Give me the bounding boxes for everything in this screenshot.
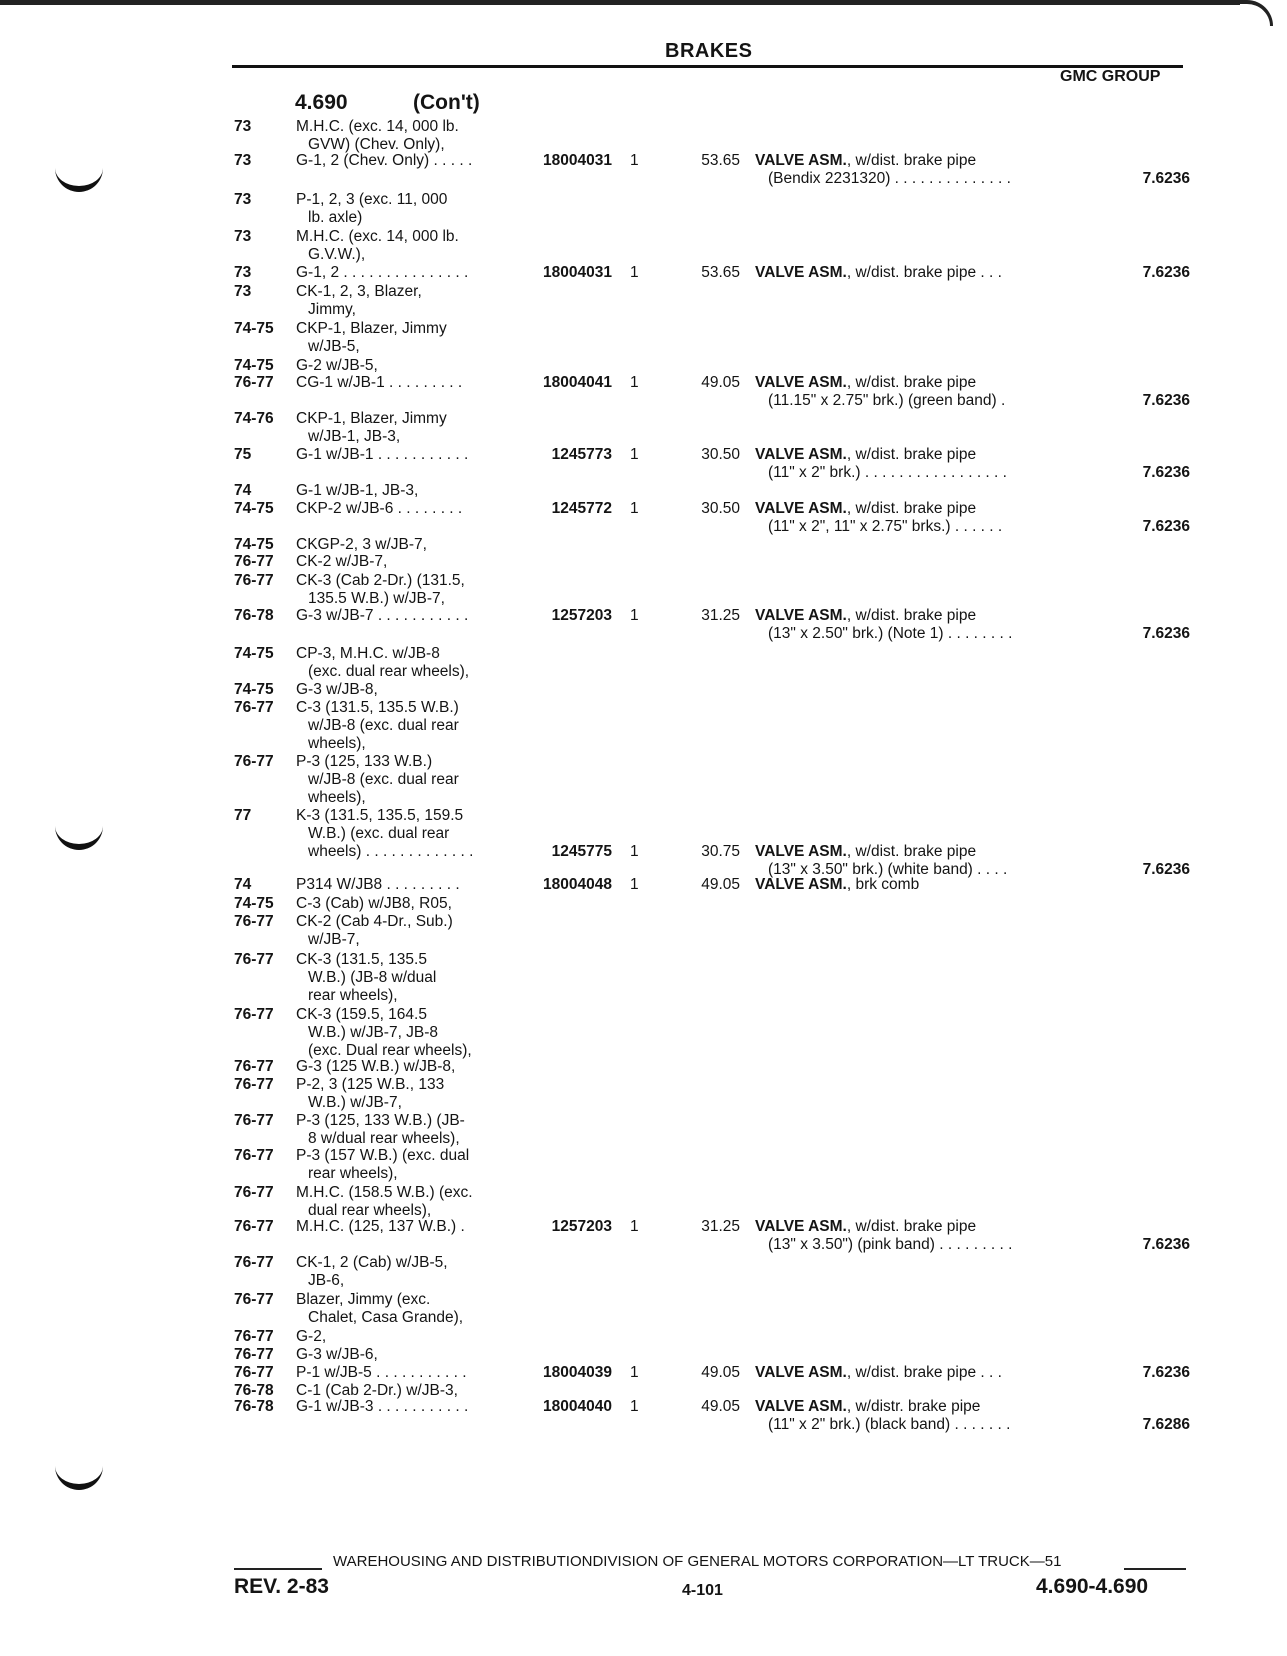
application-description xyxy=(296,913,511,949)
description-line: w/JB-8 (exc. dual rear xyxy=(308,717,459,734)
section-number: 4.690 xyxy=(295,91,348,114)
part-name-detail: , brk comb xyxy=(846,876,920,893)
price: 53.65 xyxy=(701,152,740,169)
application-description xyxy=(296,500,511,518)
part-number: 1245773 xyxy=(551,446,612,463)
application-description xyxy=(296,1112,511,1148)
description-line: W.B.) w/JB-7, xyxy=(308,1094,402,1111)
model-year: 74-75 xyxy=(234,536,274,553)
description-line: CK-2 w/JB-7, xyxy=(296,553,388,570)
description-line: CK-1, 2 (Cab) w/JB-5, xyxy=(296,1254,448,1271)
model-year: 76-77 xyxy=(234,1254,274,1271)
description-line: CK-2 (Cab 4-Dr., Sub.) xyxy=(296,913,453,930)
description-line: G-3 w/JB-7 . . . . . . . . . . . xyxy=(296,607,469,624)
application-description xyxy=(296,699,511,753)
footer-rule-left xyxy=(234,1568,322,1570)
group-number: 7.6236 xyxy=(1142,1364,1190,1381)
description-line: P-2, 3 (125 W.B., 133 xyxy=(296,1076,445,1093)
part-name-bold: VALVE ASM. xyxy=(755,374,847,391)
application-description xyxy=(296,1218,511,1236)
group-number: 7.6236 xyxy=(1142,1236,1190,1253)
application-description xyxy=(296,645,511,681)
model-year: 76-77 xyxy=(234,553,274,570)
price: 53.65 xyxy=(701,264,740,281)
part-name-bold: VALVE ASM. xyxy=(755,1218,847,1235)
description-line: CK-3 (131.5, 135.5 xyxy=(296,951,427,968)
model-year: 73 xyxy=(234,152,252,169)
section-heading xyxy=(295,91,480,115)
part-name-detail: , w/dist. brake pipe xyxy=(846,446,977,463)
description-line: w/JB-7, xyxy=(308,931,360,948)
description-line: M.H.C. (exc. 14, 000 lb. xyxy=(296,118,459,135)
application-description xyxy=(296,1147,511,1183)
description-line: dual rear wheels), xyxy=(308,1202,432,1219)
description-line: G-1, 2 (Chev. Only) . . . . . xyxy=(296,152,473,169)
part-name-detail: , w/dist. brake pipe xyxy=(846,152,977,169)
price: 31.25 xyxy=(701,607,740,624)
application-description xyxy=(296,357,511,375)
model-year: 76-77 xyxy=(234,951,274,968)
model-year: 76-77 xyxy=(234,1006,274,1023)
part-name xyxy=(755,152,976,170)
part-name-bold: VALVE ASM. xyxy=(755,607,847,624)
application-description xyxy=(296,118,511,154)
part-name-detail: , w/distr. brake pipe xyxy=(846,1398,981,1415)
description-line: W.B.) w/JB-7, JB-8 xyxy=(308,1024,439,1041)
description-line: C-1 (Cab 2-Dr.) w/JB-3, xyxy=(296,1382,458,1399)
application-description xyxy=(296,536,511,554)
description-line: w/JB-5, xyxy=(308,338,360,355)
application-description xyxy=(296,1364,511,1382)
description-line: P-3 (125, 133 W.B.) xyxy=(296,753,433,770)
price: 49.05 xyxy=(701,1398,740,1415)
model-year: 76-78 xyxy=(234,1398,274,1415)
application-description xyxy=(296,553,511,571)
model-year: 73 xyxy=(234,228,252,245)
description-line: W.B.) (JB-8 w/dual xyxy=(308,969,437,986)
footer-text: WAREHOUSING AND DISTRIBUTIONDIVISION OF GENERAL MOTORS CORPORATION—LT TRUCK—51 xyxy=(333,1553,1062,1570)
part-number: 1245772 xyxy=(551,500,612,517)
description-line: K-3 (131.5, 135.5, 159.5 xyxy=(296,807,464,824)
part-name xyxy=(755,264,1002,282)
part-name-detail-line: (13" x 3.50") (pink band) . . . . . . . . . xyxy=(768,1236,1013,1253)
description-line: G.V.W.), xyxy=(308,246,366,263)
description-line: C-3 (Cab) w/JB8, R05, xyxy=(296,895,452,912)
part-number: 18004041 xyxy=(543,374,612,391)
model-year: 76-77 xyxy=(234,1147,274,1164)
description-line: G-3 w/JB-8, xyxy=(296,681,378,698)
model-year: 74 xyxy=(234,876,252,893)
price: 49.05 xyxy=(701,876,740,893)
application-description xyxy=(296,1346,511,1364)
model-year: 74-75 xyxy=(234,357,274,374)
part-number: 18004031 xyxy=(543,264,612,281)
description-line: G-2 w/JB-5, xyxy=(296,357,378,374)
model-year: 77 xyxy=(234,807,252,824)
model-year: 74-75 xyxy=(234,681,274,698)
description-line: Chalet, Casa Grande), xyxy=(308,1309,464,1326)
application-description xyxy=(296,410,511,446)
model-year: 76-77 xyxy=(234,1184,274,1201)
model-year: 76-77 xyxy=(234,1058,274,1075)
quantity: 1 xyxy=(630,152,639,169)
description-line: rear wheels), xyxy=(308,987,398,1004)
group-number: 7.6236 xyxy=(1142,625,1190,642)
price: 31.25 xyxy=(701,1218,740,1235)
application-description xyxy=(296,482,511,500)
part-name-detail-line: (11" x 2" brk.) . . . . . . . . . . . . . . . . . xyxy=(768,464,1007,481)
model-year: 76-77 xyxy=(234,1364,274,1381)
application-description xyxy=(296,1076,511,1112)
description-line: G-1, 2 . . . . . . . . . . . . . . . xyxy=(296,264,469,281)
revision-label: REV. 2-83 xyxy=(234,1575,329,1598)
application-description xyxy=(296,1398,511,1416)
description-line: JB-6, xyxy=(308,1272,345,1289)
part-name-detail-line: (11" x 2", 11" x 2.75" brks.) . . . . . . xyxy=(768,518,1003,535)
model-year: 76-77 xyxy=(234,699,274,716)
quantity: 1 xyxy=(630,607,639,624)
part-name-bold: VALVE ASM. xyxy=(755,876,847,893)
description-line: CKP-1, Blazer, Jimmy xyxy=(296,410,447,427)
quantity: 1 xyxy=(630,500,639,517)
quantity: 1 xyxy=(630,446,639,463)
group-number: 7.6236 xyxy=(1142,170,1190,187)
description-line: wheels) . . . . . . . . . . . . . xyxy=(308,843,474,860)
part-name-bold: VALVE ASM. xyxy=(755,843,847,860)
description-line: CG-1 w/JB-1 . . . . . . . . . xyxy=(296,374,463,391)
application-description xyxy=(296,374,511,392)
model-year: 74-75 xyxy=(234,320,274,337)
application-description xyxy=(296,572,511,608)
model-year: 73 xyxy=(234,191,252,208)
model-year: 74 xyxy=(234,482,252,499)
part-name-detail-line: (Bendix 2231320) . . . . . . . . . . . . . . xyxy=(768,170,1011,187)
model-year: 73 xyxy=(234,118,252,135)
description-line: CP-3, M.H.C. w/JB-8 xyxy=(296,645,440,662)
description-line: M.H.C. (exc. 14, 000 lb. xyxy=(296,228,459,245)
model-year: 76-77 xyxy=(234,374,274,391)
model-year: 76-77 xyxy=(234,1291,274,1308)
model-year: 74-75 xyxy=(234,895,274,912)
description-line: w/JB-8 (exc. dual rear xyxy=(308,771,459,788)
description-line: rear wheels), xyxy=(308,1165,398,1182)
part-name-detail-line: (11.15" x 2.75" brk.) (green band) . xyxy=(768,392,1006,409)
group-number: 7.6236 xyxy=(1142,264,1190,281)
header-rule xyxy=(232,65,1183,68)
description-line: CKP-2 w/JB-6 . . . . . . . . xyxy=(296,500,463,517)
group-number: 7.6236 xyxy=(1142,464,1190,481)
description-line: CK-3 (Cab 2-Dr.) (131.5, xyxy=(296,572,465,589)
part-number: 18004048 xyxy=(543,876,612,893)
part-number: 18004031 xyxy=(543,152,612,169)
quantity: 1 xyxy=(630,374,639,391)
price: 30.75 xyxy=(701,843,740,860)
part-name xyxy=(755,843,976,861)
model-year: 73 xyxy=(234,264,252,281)
part-name xyxy=(755,1398,980,1416)
model-year: 76-77 xyxy=(234,572,274,589)
application-description xyxy=(296,152,511,170)
application-description xyxy=(296,1254,511,1290)
application-description xyxy=(296,753,511,807)
description-line: wheels), xyxy=(308,735,366,752)
part-number: 18004040 xyxy=(543,1398,612,1415)
description-line: M.H.C. (158.5 W.B.) (exc. xyxy=(296,1184,473,1201)
model-year: 76-77 xyxy=(234,1218,274,1235)
part-name-detail: , w/dist. brake pipe . . . xyxy=(846,264,1002,281)
description-line: P-1 w/JB-5 . . . . . . . . . . . xyxy=(296,1364,467,1381)
description-line: P-3 (125, 133 W.B.) (JB- xyxy=(296,1112,465,1129)
application-description xyxy=(296,807,511,861)
part-number: 1257203 xyxy=(551,1218,612,1235)
page-corner-curl xyxy=(1240,0,1273,26)
part-name xyxy=(755,374,976,392)
description-line: P-3 (157 W.B.) (exc. dual xyxy=(296,1147,470,1164)
application-description xyxy=(296,228,511,264)
part-name-bold: VALVE ASM. xyxy=(755,152,847,169)
part-name-detail-line: (13" x 2.50" brk.) (Note 1) . . . . . . . . xyxy=(768,625,1013,642)
description-line: G-1 w/JB-3 . . . . . . . . . . . xyxy=(296,1398,469,1415)
description-line: G-2, xyxy=(296,1328,327,1345)
binder-hole-icon xyxy=(55,1466,103,1490)
page-top-edge xyxy=(0,0,1240,5)
section-range: 4.690-4.690 xyxy=(1036,1575,1149,1598)
model-year: 76-77 xyxy=(234,1346,274,1363)
description-line: Jimmy, xyxy=(308,301,356,318)
description-line: CK-1, 2, 3, Blazer, xyxy=(296,283,422,300)
description-line: (exc. dual rear wheels), xyxy=(308,663,470,680)
description-line: P-1, 2, 3 (exc. 11, 000 xyxy=(296,191,448,208)
quantity: 1 xyxy=(630,1364,639,1381)
application-description xyxy=(296,283,511,319)
part-name-bold: VALVE ASM. xyxy=(755,446,847,463)
part-name xyxy=(755,1218,976,1236)
description-line: GVW) (Chev. Only), xyxy=(308,136,445,153)
part-name-bold: VALVE ASM. xyxy=(755,500,847,517)
footer-rule-right xyxy=(1124,1568,1186,1570)
part-name-detail: , w/dist. brake pipe xyxy=(846,500,977,517)
part-number: 18004039 xyxy=(543,1364,612,1381)
part-number: 1245775 xyxy=(551,843,612,860)
description-line: CK-3 (159.5, 164.5 xyxy=(296,1006,427,1023)
model-year: 76-77 xyxy=(234,753,274,770)
description-line: G-3 w/JB-6, xyxy=(296,1346,378,1363)
application-description xyxy=(296,1291,511,1327)
model-year: 74-75 xyxy=(234,645,274,662)
group-number: 7.6286 xyxy=(1142,1416,1190,1433)
model-year: 76-77 xyxy=(234,1328,274,1345)
page-title: BRAKES xyxy=(665,40,753,62)
description-line: CKP-1, Blazer, Jimmy xyxy=(296,320,447,337)
part-name xyxy=(755,876,919,894)
application-description xyxy=(296,1328,511,1346)
part-number: 1257203 xyxy=(551,607,612,624)
part-name xyxy=(755,607,976,625)
group-number: 7.6236 xyxy=(1142,518,1190,535)
model-year: 76-77 xyxy=(234,1112,274,1129)
description-line: wheels), xyxy=(308,789,366,806)
price: 49.05 xyxy=(701,374,740,391)
description-line: P314 W/JB8 . . . . . . . . . xyxy=(296,876,460,893)
part-name-bold: VALVE ASM. xyxy=(755,1364,847,1381)
model-year: 74-76 xyxy=(234,410,274,427)
part-name-bold: VALVE ASM. xyxy=(755,1398,847,1415)
application-description xyxy=(296,191,511,227)
part-name-detail: , w/dist. brake pipe xyxy=(846,374,977,391)
description-line: C-3 (131.5, 135.5 W.B.) xyxy=(296,699,459,716)
description-line: W.B.) (exc. dual rear xyxy=(308,825,450,842)
quantity: 1 xyxy=(630,876,639,893)
price: 30.50 xyxy=(701,500,740,517)
part-name-detail-line: (11" x 2" brk.) (black band) . . . . . . . xyxy=(768,1416,1011,1433)
group-number: 7.6236 xyxy=(1142,392,1190,409)
part-name-detail: , w/dist. brake pipe xyxy=(846,1218,977,1235)
part-name-detail: , w/dist. brake pipe xyxy=(846,607,977,624)
model-year: 76-78 xyxy=(234,607,274,624)
group-label: GMC GROUP xyxy=(1060,68,1161,85)
application-description xyxy=(296,681,511,699)
application-description xyxy=(296,895,511,913)
binder-hole-icon xyxy=(55,168,103,192)
price: 30.50 xyxy=(701,446,740,463)
description-line: G-3 (125 W.B.) w/JB-8, xyxy=(296,1058,456,1075)
part-name xyxy=(755,500,976,518)
application-description xyxy=(296,951,511,1005)
application-description xyxy=(296,1058,511,1076)
binder-hole-icon xyxy=(55,826,103,850)
description-line: G-1 w/JB-1 . . . . . . . . . . . xyxy=(296,446,469,463)
quantity: 1 xyxy=(630,843,639,860)
application-description xyxy=(296,1184,511,1220)
model-year: 76-77 xyxy=(234,913,274,930)
part-name-detail: , w/dist. brake pipe . . . xyxy=(846,1364,1002,1381)
model-year: 74-75 xyxy=(234,500,274,517)
description-line: (exc. Dual rear wheels), xyxy=(308,1042,472,1059)
model-year: 76-77 xyxy=(234,1076,274,1093)
part-name-detail: , w/dist. brake pipe xyxy=(846,843,977,860)
quantity: 1 xyxy=(630,264,639,281)
part-name-detail-line: (13" x 3.50" brk.) (white band) . . . . xyxy=(768,861,1008,878)
description-line: 8 w/dual rear wheels), xyxy=(308,1130,460,1147)
application-description xyxy=(296,607,511,625)
part-name-bold: VALVE ASM. xyxy=(755,264,847,281)
model-year: 75 xyxy=(234,446,252,463)
description-line: M.H.C. (125, 137 W.B.) . xyxy=(296,1218,465,1235)
quantity: 1 xyxy=(630,1218,639,1235)
description-line: 135.5 W.B.) w/JB-7, xyxy=(308,590,445,607)
application-description xyxy=(296,320,511,356)
description-line: CKGP-2, 3 w/JB-7, xyxy=(296,536,427,553)
application-description xyxy=(296,876,511,894)
application-description xyxy=(296,446,511,464)
model-year: 76-78 xyxy=(234,1382,274,1399)
quantity: 1 xyxy=(630,1398,639,1415)
part-name xyxy=(755,446,976,464)
group-number: 7.6236 xyxy=(1142,861,1190,878)
application-description xyxy=(296,1006,511,1060)
application-description xyxy=(296,264,511,282)
page-number: 4-101 xyxy=(682,1582,723,1599)
part-name xyxy=(755,1364,1002,1382)
description-line: lb. axle) xyxy=(308,209,363,226)
section-continued: (Con't) xyxy=(413,91,480,114)
description-line: w/JB-1, JB-3, xyxy=(308,428,401,445)
price: 49.05 xyxy=(701,1364,740,1381)
description-line: Blazer, Jimmy (exc. xyxy=(296,1291,431,1308)
description-line: G-1 w/JB-1, JB-3, xyxy=(296,482,419,499)
model-year: 73 xyxy=(234,283,252,300)
